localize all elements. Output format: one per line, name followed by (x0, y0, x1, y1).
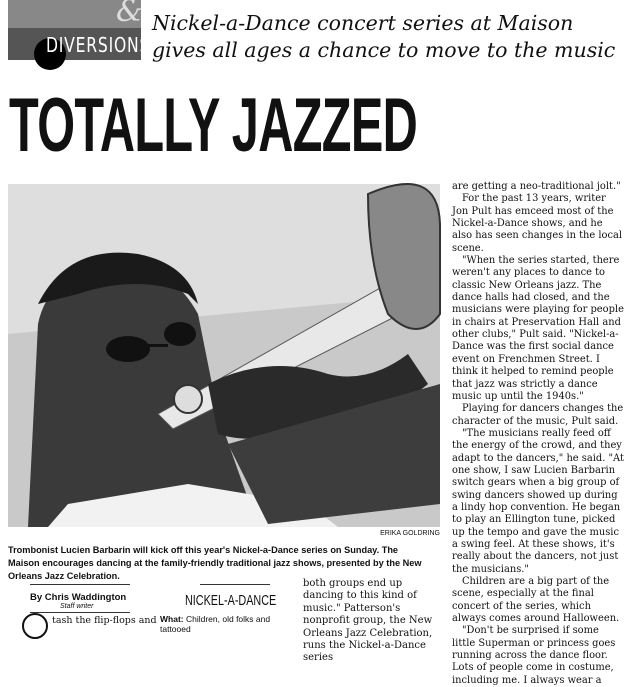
infobox-rule (200, 584, 270, 585)
byline-rule (30, 584, 130, 585)
right-column (452, 181, 624, 687)
mouthpiece (174, 385, 202, 413)
headline: TOTALLY JAZZED (9, 83, 418, 168)
infobox-title: NICKEL-A-DANCE (185, 592, 277, 609)
paragraph: "Don't be surprised if some little Superman or princess goes running across the dance floor. Lots of people come in costume, including me. I always wear a (452, 625, 616, 686)
photo-credit: ERIKA GOLDRING (380, 530, 440, 537)
byline-bottom-rule (30, 612, 130, 613)
infobox-what-label: What: (160, 614, 184, 624)
paragraph: Playing for dancers changes the character of the music, Pult said. (452, 403, 624, 427)
ampersand-mark: & (116, 0, 143, 29)
trombonist-photo (8, 184, 440, 527)
section-badge (8, 0, 151, 60)
dropcap-s (22, 613, 48, 639)
paragraph: Children are a big part of the scene, especially at the final concert of the series, which always comes around Halloween. (452, 576, 620, 625)
byline (30, 592, 170, 610)
paragraph: "When the series started, there weren't any places to dance to classic New Orleans jazz. The dance halls had closed, and the musicians were playing for people in chairs at Preservation Hall and other clubs," Pult said. "Nickel-a-Dance was the first social dance event on Frenchmen Street. I think it helped to remind people that jazz was strictly a dance music up until the 1940s." (452, 255, 624, 402)
paragraph: For the past 13 years, writer Jon Pult has emceed most of the Nickel-a-Dance shows, and he also has seen changes in the local scene. (452, 193, 623, 254)
byline-author: By Chris Waddington (30, 592, 127, 603)
photo-illustration (8, 184, 440, 527)
section-label: DIVERSIONS (46, 33, 151, 57)
paragraph: are getting a neo-traditional jolt." (452, 181, 621, 192)
middle-column-text: both groups end up dancing to this kind of music." Patterson's nonprofit group, the New Orleans Jazz Celebration, runs the Nickel-a-Dance series (303, 578, 433, 664)
infobox-what (160, 614, 300, 634)
photo-caption: Trombonist Lucien Barbarin will kick off this year's Nickel-a-Dance series on Sunday. The Maison encourages dancing at the family-friendly traditional jazz shows, presented by the New Orleans Jazz Celebration. (8, 544, 422, 581)
infobox-what-text: Children, old folks and tattooed (160, 614, 271, 634)
story-first-line: tash the flip-flops and (52, 615, 157, 626)
paragraph: "The musicians really feed off the energy of the crowd, and they adapt to the dancers," he said. "At one show, I saw Lucien Barbarin switch gears when a big group of swing dancers showed up during a lindy hop convention. He began to play an Ellington tune, picked up the tempo and gave the music a swing feel. At these shows, it's really about the dancers, not just the musicians." (452, 427, 624, 575)
deck-subheadline: Nickel-a-Dance concert series at Maison gives all ages a chance to move to the music (152, 11, 616, 62)
byline-role: Staff writer (60, 603, 94, 610)
